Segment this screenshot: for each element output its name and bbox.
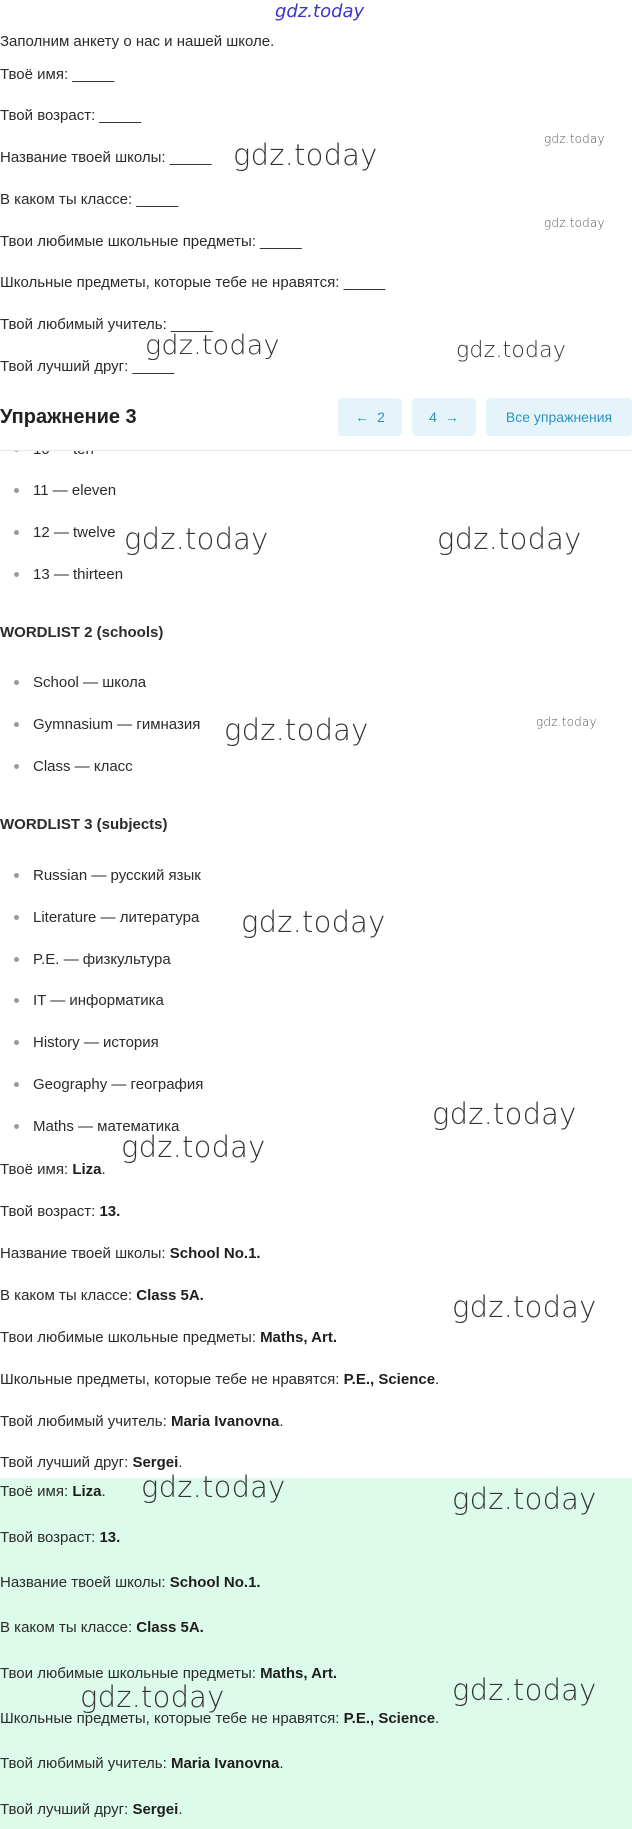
- watermark-small: gdz.today: [536, 715, 597, 729]
- template-line-class: В каком ты классе: _____: [0, 191, 178, 208]
- prev-exercise-button[interactable]: ← 2: [338, 398, 402, 436]
- watermark: gdz.today: [224, 713, 369, 747]
- template-line-age: Твой возраст: _____: [0, 107, 142, 124]
- watermark: gdz.today: [432, 1097, 577, 1131]
- list-item: Geography — география: [14, 1075, 203, 1095]
- site-logo[interactable]: gdz.today: [275, 1, 365, 22]
- watermark: gdz.today: [452, 1673, 597, 1707]
- watermark-small: gdz.today: [544, 216, 605, 230]
- list-item: Gymnasium — гимназия: [14, 715, 200, 735]
- exercise-header: [0, 388, 632, 451]
- watermark: gdz.today: [145, 330, 280, 361]
- answer-line: Твои любимые школьные предметы: Maths, Art.: [0, 1665, 338, 1682]
- watermark: gdz.today: [141, 1470, 286, 1504]
- answer-line: Название твоей школы: School No.1.: [0, 1245, 261, 1262]
- template-line-fav-subjects: Твои любимые школьные предметы: _____: [0, 233, 302, 250]
- answer-line: Твой лучший друг: Sergei.: [0, 1454, 183, 1471]
- watermark: gdz.today: [121, 1130, 266, 1164]
- answer-panel: [0, 1478, 632, 1829]
- watermark: gdz.today: [80, 1680, 225, 1714]
- watermark: gdz.today: [456, 338, 567, 363]
- answer-line: Твой лучший друг: Sergei.: [0, 1801, 183, 1818]
- bullet-icon: [14, 1040, 19, 1045]
- template-line-disliked-subjects: Школьные предметы, которые тебе не нравятся: _____: [0, 274, 386, 291]
- list-item: P.E. — физкультура: [14, 950, 171, 970]
- answer-line: В каком ты классе: Class 5A.: [0, 1287, 204, 1304]
- bullet-icon: [14, 957, 19, 962]
- watermark: gdz.today: [233, 138, 378, 172]
- bullet-icon: [14, 680, 19, 685]
- intro-text: Заполним анкету о нас и нашей школе.: [0, 33, 275, 50]
- bullet-icon: [14, 530, 19, 535]
- template-line-friend: Твой лучший друг: _____: [0, 358, 175, 375]
- list-item: Class — класс: [14, 757, 133, 777]
- answer-line: Школьные предметы, которые тебе не нравятся: P.E., Science.: [0, 1710, 440, 1727]
- wordlist2-title: WORDLIST 2 (schools): [0, 624, 164, 641]
- bullet-icon: [14, 1082, 19, 1087]
- all-exercises-button[interactable]: Все упражнения: [486, 398, 632, 436]
- next-exercise-button[interactable]: 4 →: [412, 398, 476, 436]
- bullet-icon: [14, 764, 19, 769]
- answer-line: Твой любимый учитель: Maria Ivanovna.: [0, 1413, 284, 1430]
- exercise-title: Упражнение 3: [0, 406, 137, 428]
- bullet-icon: [14, 1124, 19, 1129]
- answer-line: Твой возраст: 13.: [0, 1529, 121, 1546]
- list-item-number: 13 — thirteen: [14, 565, 123, 585]
- bullet-icon: [14, 572, 19, 577]
- template-line-school: Название твоей школы: _____: [0, 149, 212, 166]
- arrow-left-icon: ←: [355, 409, 370, 425]
- arrow-right-icon: →: [444, 409, 459, 425]
- watermark: gdz.today: [241, 905, 386, 939]
- answer-line: Твоё имя: Liza.: [0, 1161, 106, 1178]
- answer-line: Школьные предметы, которые тебе не нравятся: P.E., Science.: [0, 1371, 440, 1388]
- answer-line: Название твоей школы: School No.1.: [0, 1574, 261, 1591]
- bullet-icon: [14, 998, 19, 1003]
- bullet-icon: [14, 873, 19, 878]
- watermark-small: gdz.today: [544, 132, 605, 146]
- answer-line: В каком ты классе: Class 5A.: [0, 1619, 204, 1636]
- answer-line: Твоё имя: Liza.: [0, 1483, 106, 1500]
- watermark: gdz.today: [124, 522, 269, 556]
- list-item: IT — информатика: [14, 991, 164, 1011]
- answer-line: Твой возраст: 13.: [0, 1203, 121, 1220]
- list-item: Maths — математика: [14, 1117, 179, 1137]
- watermark: gdz.today: [452, 1290, 597, 1324]
- list-item-number: 12 — twelve: [14, 523, 116, 543]
- answer-line: Твои любимые школьные предметы: Maths, Art.: [0, 1329, 338, 1346]
- list-item-number: 11 — eleven: [14, 481, 116, 501]
- list-item: School — школа: [14, 673, 146, 693]
- template-line-name: Твоё имя: _____: [0, 66, 115, 83]
- list-item: History — история: [14, 1033, 159, 1053]
- watermark: gdz.today: [452, 1482, 597, 1516]
- bullet-icon: [14, 722, 19, 727]
- list-item: Russian — русский язык: [14, 866, 201, 886]
- watermark: gdz.today: [437, 522, 582, 556]
- template-line-teacher: Твой любимый учитель: _____: [0, 316, 213, 333]
- answer-line: Твой любимый учитель: Maria Ivanovna.: [0, 1755, 284, 1772]
- wordlist3-title: WORDLIST 3 (subjects): [0, 816, 168, 833]
- bullet-icon: [14, 488, 19, 493]
- bullet-icon: [14, 915, 19, 920]
- list-item: Literature — литература: [14, 908, 199, 928]
